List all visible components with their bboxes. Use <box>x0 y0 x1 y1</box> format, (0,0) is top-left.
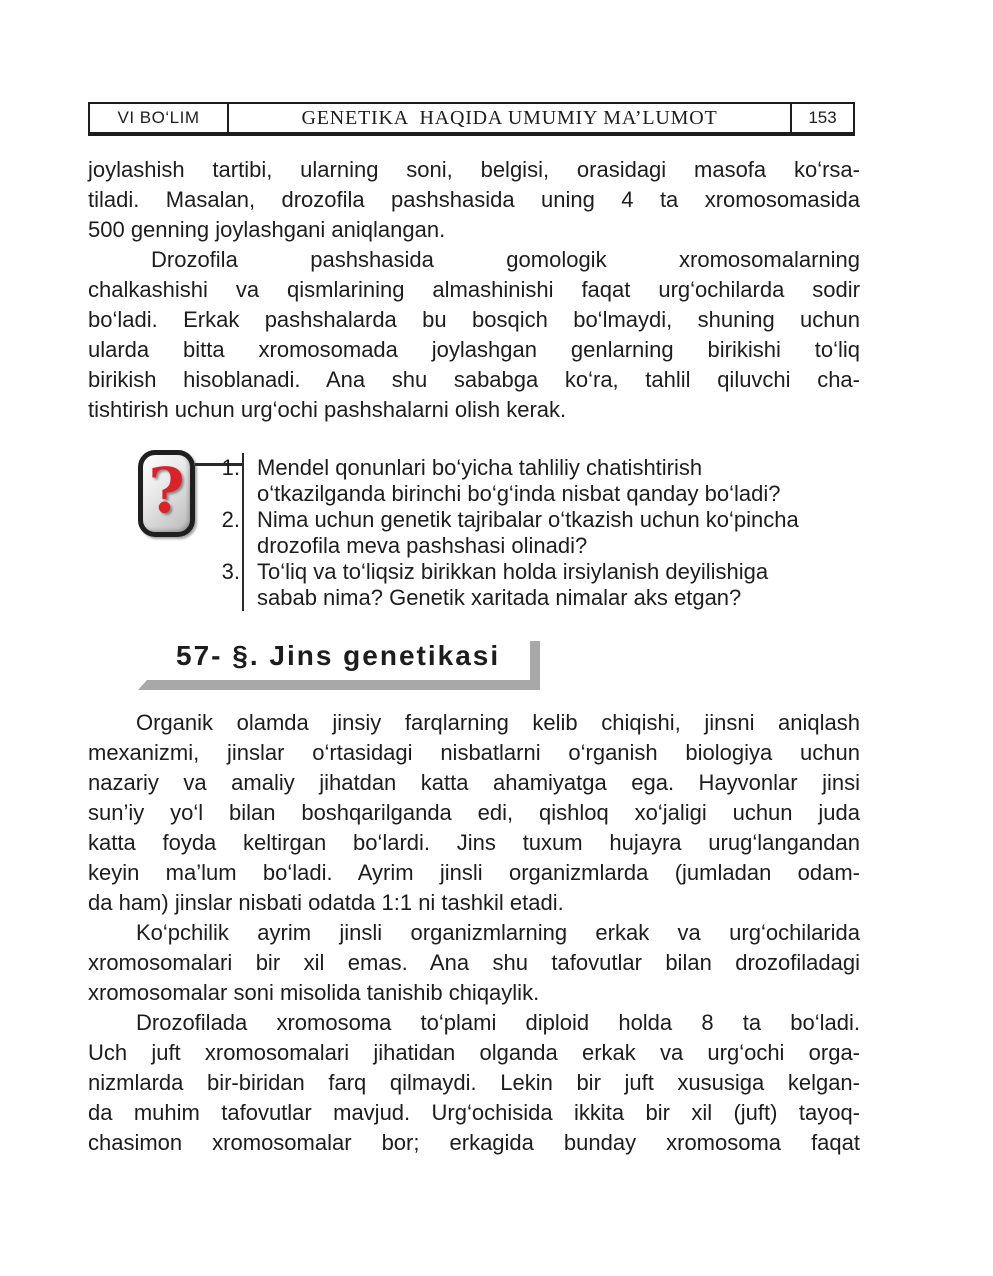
question-number: 2. <box>221 507 240 532</box>
text-line: xromosomalar soni misolida tanishib chiqaylik. <box>88 980 540 1005</box>
text-line: 500 genning joylashgani aniqlangan. <box>88 217 446 242</box>
text-line: da ham) jinslar nisbati odatda 1:1 ni tashkil etadi. <box>88 890 564 915</box>
section-heading: 57- §. Jins genetikasi <box>146 632 530 680</box>
text-line: chasimon xromosomalar bor; erkagida bunday xromosoma faqat <box>88 1130 860 1155</box>
question-text: Nima uchun genetik tajribalar o‘tkazish uchun ko‘pincha <box>257 507 799 532</box>
paragraph-4 <box>88 918 860 1008</box>
question-line <box>221 559 827 585</box>
text-line: sun’iy yo‘l bilan boshqarilganda edi, qishloq xo‘jaligi uchun juda <box>88 800 860 825</box>
text-line: da muhim tafovutlar mavjud. Urg‘ochisida ikkita bir xil (juft) tayoq- <box>88 1100 860 1125</box>
text-line: mexanizmi, jinslar o‘rtasidagi nisbatlarni o‘rganish biologiya uchun <box>88 740 860 765</box>
text-line: nazariy va amaliy jihatdan katta ahamiyatga ega. Hayvonlar jinsi <box>88 770 860 795</box>
text-line: joylashish tartibi, ularning soni, belgisi, orasidagi masofa ko‘rsa- <box>88 157 860 182</box>
text-line: xromosomalari bir xil emas. Ana shu tafovutlar bilan drozofiladagi <box>88 950 860 975</box>
question-text: Mendel qonunlari bo‘yicha tahliliy chatishtirish <box>257 455 703 480</box>
chapter-title: GENETIKA HAQIDA UMUMIY MA’LUMOT <box>301 106 718 129</box>
questions-block <box>88 453 860 613</box>
paragraph-5 <box>88 1008 860 1158</box>
section-heading-wrap <box>146 632 860 680</box>
question-mark-icon <box>138 450 195 537</box>
question-text: drozofila meva pashshasi olinadi? <box>257 533 588 558</box>
text-line: nizmlarda bir-biridan farq qilmaydi. Lekin bir juft xususiga kelgan- <box>88 1070 860 1095</box>
text-line: ularda bitta xromosomada joylashgan genlarning birikishi to‘liq <box>88 337 860 362</box>
text-line: Drozofilada xromosoma to‘plami diploid holda 8 ta bo‘ladi. <box>136 1010 860 1035</box>
paragraph-2 <box>88 245 860 425</box>
text-line: Ko‘pchilik ayrim jinsli organizmlarning erkak va urg‘ochilarida <box>136 920 860 945</box>
question-line <box>221 455 827 481</box>
question-text: sabab nima? Genetik xaritada nimalar aks etgan? <box>257 585 742 610</box>
question-text: o‘tkazilganda birinchi bo‘g‘inda nisbat qanday bo‘ladi? <box>257 481 781 506</box>
paragraph-3 <box>88 708 860 918</box>
text-line: Uch juft xromosomalari jihatidan olganda erkak va urg‘ochi orga- <box>88 1040 860 1065</box>
question-number: 3. <box>221 559 240 584</box>
question-line <box>257 533 827 559</box>
text-line: chalkashishi va qismlarining almashinishi faqat urg‘ochilarda sodir <box>88 277 860 302</box>
question-line <box>221 507 827 533</box>
page-content <box>88 102 860 1158</box>
question-line <box>257 481 827 507</box>
text-line: Organik olamda jinsiy farqlarning kelib chiqishi, jinsni aniqlash <box>136 710 860 735</box>
text-line: birikish hisoblanadi. Ana shu sababga ko‘ra, tahlil qiluvchi cha- <box>88 367 860 392</box>
text-line: tiladi. Masalan, drozofila pashshasida uning 4 ta xromosomasida <box>88 187 860 212</box>
question-number: 1. <box>221 455 240 480</box>
question-text: To‘liq va to‘liqsiz birikkan holda irsiylanish deyilishiga <box>257 559 769 584</box>
question-mark-glyph: ? <box>148 453 185 527</box>
text-line: tishtirish uchun urg‘ochi pashshalarni olish kerak. <box>88 397 567 422</box>
text-line: keyin ma’lum bo‘ladi. Ayrim jinsli organizmlarda (jumladan odam- <box>88 860 860 885</box>
text-line: Drozofila pashshasida gomologik xromosomalarning <box>151 247 860 272</box>
question-line <box>257 585 827 611</box>
text-line: bo‘ladi. Erkak pashshalarda bu bosqich bo‘lmaydi, shuning uchun <box>88 307 860 332</box>
paragraph-1 <box>88 155 860 245</box>
text-line: katta foyda keltirgan bo‘lardi. Jins tuxum hujayra urug‘langandan <box>88 830 860 855</box>
page-number: 153 <box>790 104 853 132</box>
chapter-label: VI BO‘LIM <box>90 104 229 132</box>
running-header <box>88 102 855 136</box>
questions-list <box>221 453 827 611</box>
